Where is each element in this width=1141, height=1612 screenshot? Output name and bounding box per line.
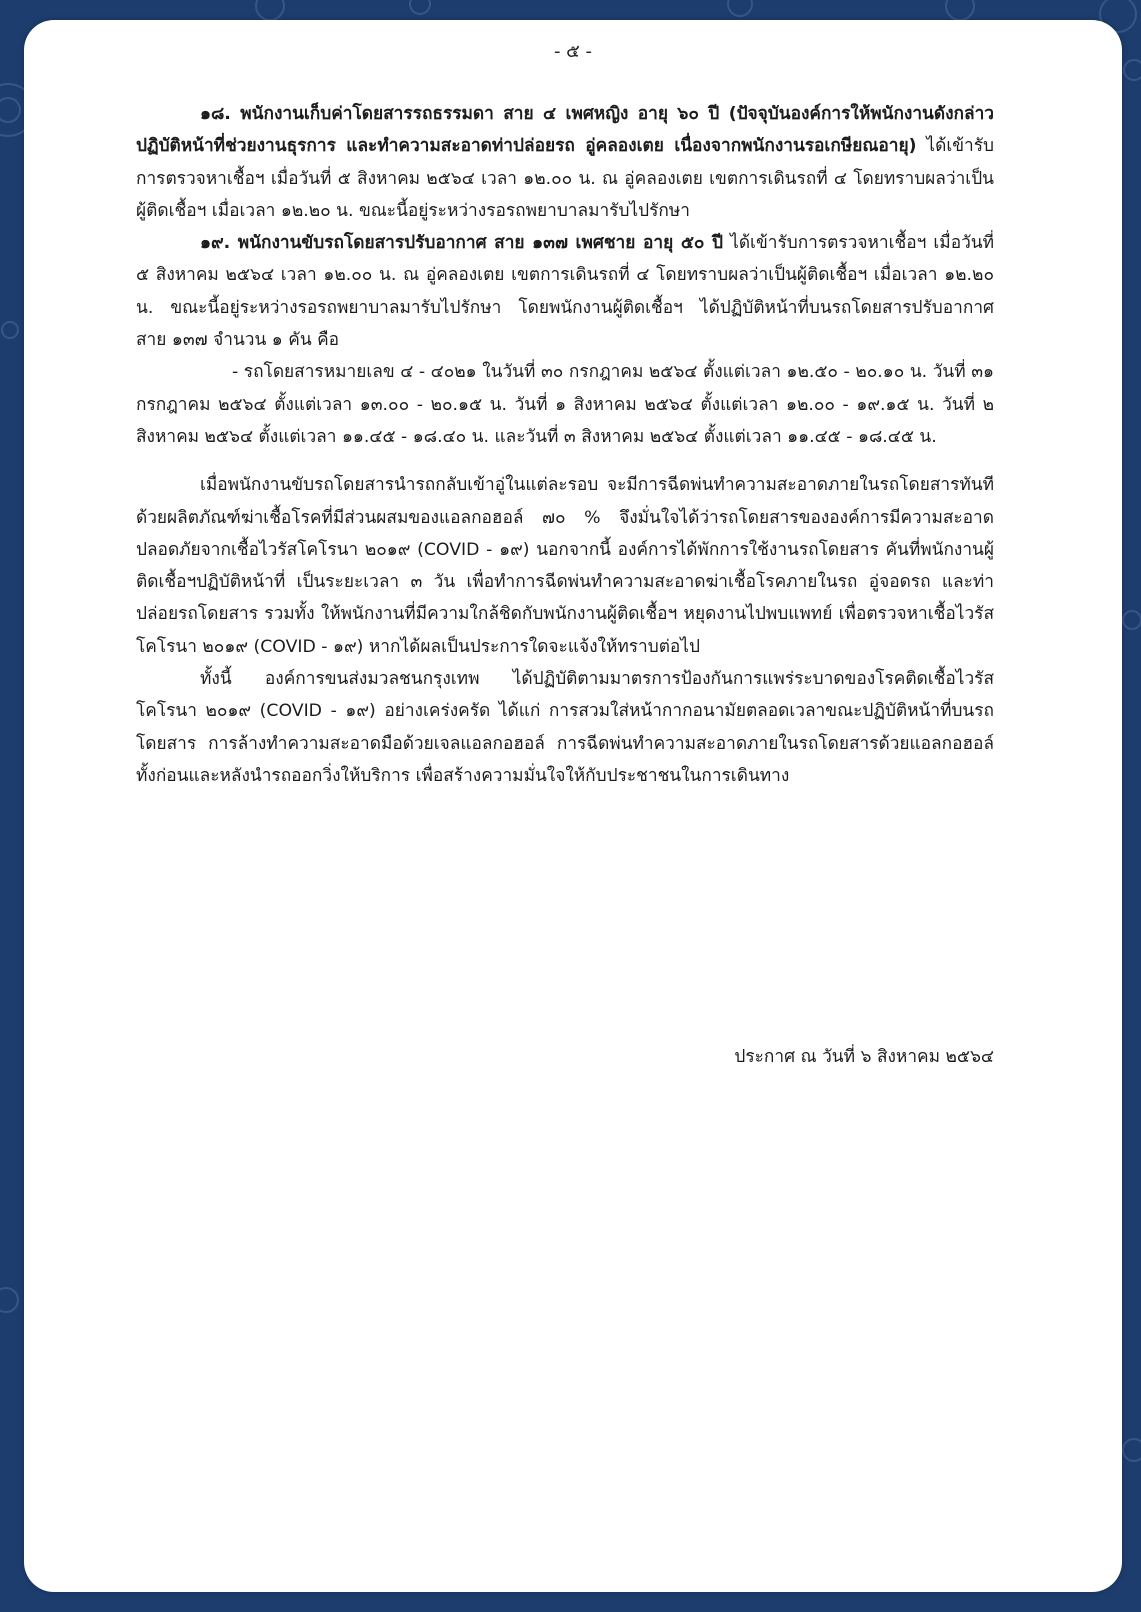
case-18-heading: ๑๘. พนักงานเก็บค่าโดยสารรถธรรมดา สาย ๔ เพศหญิง อายุ ๖๐ ปี (ปัจจุบันองค์การให้พนักงานดังกล่าว ปฏิบัติหน้าที่ช่วยงานธุรการ และทำความสะอาดท่าปล่อยรถ อู่คลองเตย เนื่องจากพนักงานรอเกษียณอายุ) [136,104,994,157]
announcement-body [136,98,994,792]
page-number: - ๕ - [553,41,593,62]
measures-paragraph: ทั้งนี้ องค์การขนส่งมวลชนกรุงเทพ ได้ปฏิบัติตามมาตรการป้องกันการแพร่ระบาดของโรคติดเชื้อไวรัสโคโรนา ๒๐๑๙ (COVID - ๑๙) อย่างเคร่งครัด ได้แก่ การสวมใส่หน้ากากอนามัยตลอดเวลาขณะปฏิบัติหน้าที่บนรถโดยสาร การล้างทำความสะอาดมือด้วยเจลแอลกอฮอล์ การฉีดพ่นทำความสะอาดภายในรถโดยสารด้วยแอลกอฮอล์ ทั้งก่อนและหลังนำรถออกวิ่งให้บริการ เพื่อสร้างความมั่นใจให้กับประชาชนในการเดินทาง [136,669,994,786]
cleaning-paragraph: เมื่อพนักงานขับรถโดยสารนำรถกลับเข้าอู่ในแต่ละรอบ จะมีการฉีดพ่นทำความสะอาดภายในรถโดยสารทันทีด้วยผลิตภัณฑ์ฆ่าเชื้อโรคที่มีส่วนผสมของแอลกอฮอล์ ๗๐ % จึงมั่นใจได้ว่ารถโดยสารขององค์การมีความสะอาด ปลอดภัยจากเชื้อไวรัสโคโรนา ๒๐๑๙ (COVID - ๑๙) นอกจากนี้ องค์การได้พักการใช้งานรถโดยสาร คันที่พนักงานผู้ติดเชื้อฯปฏิบัติหน้าที่ เป็นระยะเวลา ๓ วัน เพื่อทำการฉีดพ่นทำความสะอาดฆ่าเชื้อโรคภายในรถ อู่จอดรถ และท่าปล่อยรถโดยสาร รวมทั้ง ให้พนักงานที่มีความใกล้ชิดกับพนักงานผู้ติดเชื้อฯ หยุดงานไปพบแพทย์ เพื่อตรวจหาเชื้อไวรัสโคโรนา ๒๐๑๙ (COVID - ๑๙) หากได้ผลเป็นประการใดจะแจ้งให้ทราบต่อไป [136,475,994,657]
case-18-text: ได้เข้ารับการตรวจหาเชื้อฯ เมื่อวันที่ ๕ สิงหาคม ๒๕๖๔ เวลา ๑๒.๐๐ น. ณ อู่คลองเตย เขตการเดินรถที่ ๔ โดยทราบผลว่าเป็นผู้ติดเชื้อฯ เมื่อเวลา ๑๒.๒๐ น. ขณะนี้อยู่ระหว่างรอรถพยาบาลมารับไปรักษา [136,136,994,221]
case-18-paragraph [136,98,994,227]
document-page [24,20,1122,1592]
case-19-heading: ๑๙. พนักงานขับรถโดยสารปรับอากาศ สาย ๑๓๗ เพศชาย อายุ ๕๐ ปี [200,233,724,254]
bus-detail-paragraph: - รถโดยสารหมายเลข ๔ - ๔๐๒๑ ในวันที่ ๓๐ กรกฎาคม ๒๕๖๔ ตั้งแต่เวลา ๑๒.๕๐ - ๒๐.๑๐ น. วันที่ ๓๑ กรกฎาคม ๒๕๖๔ ตั้งแต่เวลา ๑๓.๐๐ - ๒๐.๑๕ น. วันที่ ๑ สิงหาคม ๒๕๖๔ ตั้งแต่เวลา ๑๒.๐๐ - ๑๙.๑๕ น. วันที่ ๒ สิงหาคม ๒๕๖๔ ตั้งแต่เวลา ๑๑.๔๕ - ๑๘.๔๐ น. และวันที่ ๓ สิงหาคม ๒๕๖๔ ตั้งแต่เวลา ๑๑.๔๕ - ๑๘.๔๕ น. [136,362,994,447]
announcement-date: ประกาศ ณ วันที่ ๖ สิงหาคม ๒๕๖๔ [734,1047,994,1067]
case-19-text: ได้เข้ารับการตรวจหาเชื้อฯ เมื่อวันที่ ๕ สิงหาคม ๒๕๖๔ เวลา ๑๒.๐๐ น. ณ อู่คลองเตย เขตการเดินรถที่ ๔ โดยทราบผลว่าเป็นผู้ติดเชื้อฯ เมื่อเวลา ๑๒.๒๐ น. ขณะนี้อยู่ระหว่างรอรถพยาบาลมารับไปรักษา โดยพนักงานผู้ติดเชื้อฯ ได้ปฏิบัติหน้าที่บนรถโดยสารปรับอากาศ สาย ๑๓๗ จำนวน ๑ คัน คือ [136,233,994,351]
case-19-paragraph [136,227,994,356]
